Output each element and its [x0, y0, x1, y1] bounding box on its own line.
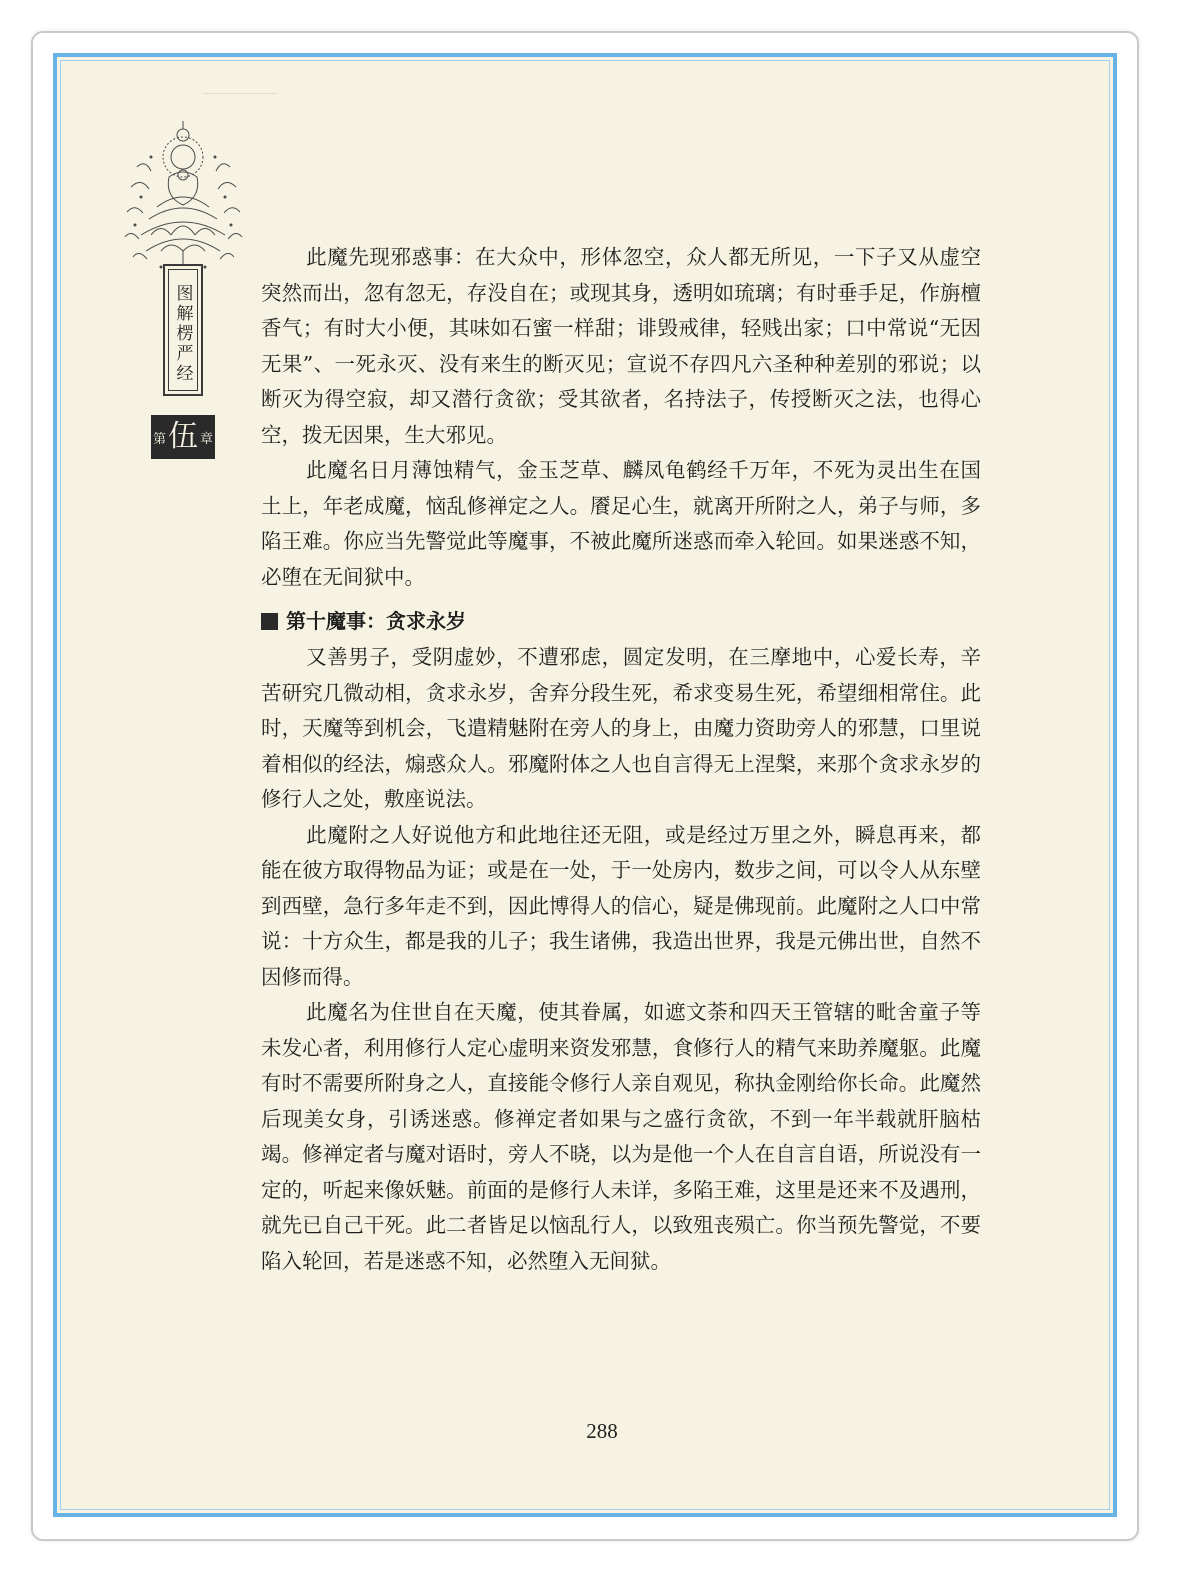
black-square-icon: [261, 613, 278, 630]
book-page: [53, 53, 1117, 1517]
paragraph: 此魔名日月薄蚀精气，金玉芝草、麟凤龟鹤经千万年，不死为灵出生在国土上，年老成魔，恼乱修禅定之人。餍足心生，就离开所附之人，弟子与师，多陷王难。你应当先警觉此等魔事，不被此魔所迷惑而牵入轮回。如果迷惑不知，必堕在无间狱中。: [261, 458, 981, 589]
chapter-suffix: 章: [200, 431, 214, 447]
chapter-badge: [151, 415, 215, 459]
chapter-number: 伍: [168, 419, 198, 454]
section-heading: [261, 604, 981, 638]
book-title-vertical: 图解楞严经: [172, 284, 193, 384]
paragraph: 此魔名为住世自在天魔，使其眷属，如遮文荼和四天王管辖的毗舍童子等未发心者，利用修行人定心虚明来资发邪慧，食修行人的精气来助养魔躯。此魔有时不需要所附身之人，直接能令修行人亲自观见，称执金刚给你长命。此魔然后现美女身，引诱迷惑。修禅定者如果与之盛行贪欲，不到一年半载就肝脑枯竭。修禅定者与魔对语时，旁人不晓，以为是他一个人在自言自语，所说没有一定的，听起来像妖魅。前面的是修行人未详，多陷王难，这里是还来不及遇刑，就先已自己干死。此二者皆足以恼乱行人，以致殂丧殒亡。你当预先警觉，不要陷入轮回，若是迷惑不知，必然堕入无间狱。: [261, 1000, 981, 1273]
side-book-title: [163, 264, 203, 396]
section-heading-text: 第十魔事：贪求永岁: [286, 609, 466, 633]
paragraph: 又善男子，受阴虚妙，不遭邪虑，圆定发明，在三摩地中，心爱长寿，辛苦研究几微动相，贪求永岁，舍弃分段生死，希求变易生死，希望细相常住。此时，天魔等到机会，飞遣精魅附在旁人的身上，由魔力资助旁人的邪慧，口里说着相似的经法，煽惑众人。邪魔附体之人也自言得无上涅槃，来那个贪求永岁的修行人之处，敷座说法。: [261, 645, 981, 811]
chapter-prefix: 第: [152, 431, 166, 447]
paragraph: 此魔附之人好说他方和此地往还无阻，或是经过万里之外，瞬息再来，都能在彼方取得物品为证；或是在一处，于一处房内，数步之间，可以令人从东壁到西壁，急行多年走不到，因此博得人的信心，疑是佛现前。此魔附之人口中常说：十方众生，都是我的儿子；我生诸佛，我造出世界，我是元佛出世，自然不因修而得。: [261, 822, 981, 989]
page-number: 288: [586, 1419, 618, 1443]
paragraph: 此魔先现邪惑事：在大众中，形体忽空，众人都无所见，一下子又从虚空突然而出，忽有忽无，存没自在；或现其身，透明如琉璃；有时垂手足，作旃檀香气；有时大小便，其味如石蜜一样甜；诽毁戒律，轻贱出家；口中常说“无因无果”、一死永灭、没有来生的断灭见；宣说不存四凡六圣种种差别的邪说；以断灭为得空寂，却又潜行贪欲；受其欲者，名持法子，传授断灭之法，也得心空，拨无因果，生大邪见。: [261, 245, 981, 447]
top-rule: [203, 93, 277, 94]
body-text: [261, 240, 981, 1279]
